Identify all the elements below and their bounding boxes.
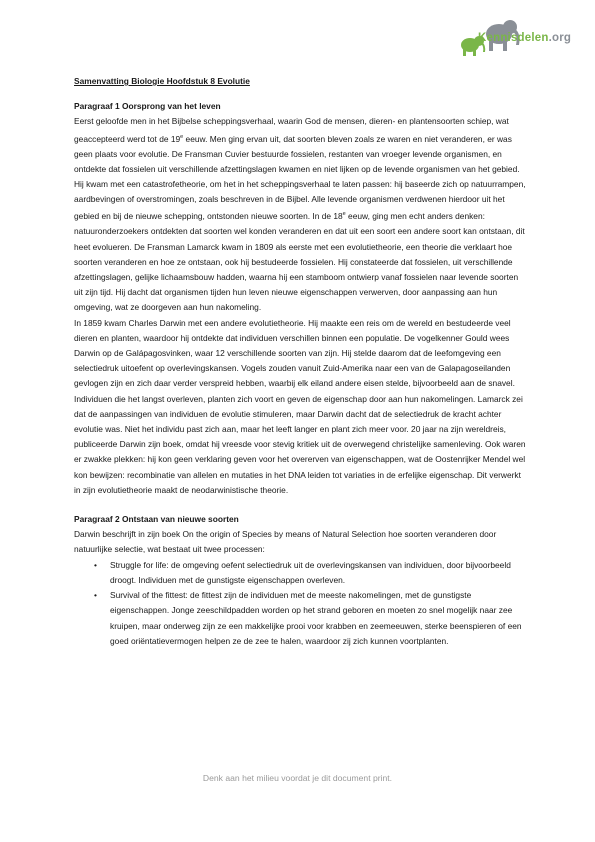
document-body: [74, 74, 529, 649]
kennisdelen-logo[interactable]: [456, 14, 576, 64]
section1-paragraph-2: In 1859 kwam Charles Darwin met een andere evolutietheorie. Hij maakte een reis om de wereld en bestudeerde veel dieren en planten, waardoor hij ontdekte dat individuen verschillen binnen een populatie. De vogelkenner Gould wees Darwin op de Galápagosvinken, waar 12 verschillende soorten van zijn. Hij stelde daarom dat de leefomgeving een selectiedruk uitoefent op overlevingskansen. Vogels zouden vanuit Zuid-Amerika naar een van de Galapagoseilanden gevlogen zijn en zich daar verder verspreid hebben, waarbij elk eiland andere eisen stelde, bijvoorbeeld aan de snavel. Individuen die het langst overleven, planten zich voort en geven de eigenschap door aan hun nakomelingen. Lamarck zei dat de aanpassingen van individuen de evolutie stimuleren, maar Darwin dacht dat de selectiedruk de kracht achter evolutie was. Niet het individu past zich aan, maar het leeft langer en plant zich meer voor. 20 jaar na zijn wereldreis, publiceerde Darwin zijn boek, omdat hij vreesde voor stevig kritiek uit de overwegend christelijke samenleving. Ook waren er zwakke plekken: hij kon geen verklaring geven voor het overerven van eigenschappen, wat de Oostenrijker Mendel wel kon bewijzen: recombinatie van allelen en mutaties in het DNA leiden tot variaties in de erfelijke eigenschap. Dit verwerkt in zijn evolutietheorie maakt de neodarwinistische theorie.: [74, 317, 526, 495]
bullet-icon: •: [94, 559, 97, 570]
list-item: • Survival of the fittest: de fittest zijn de individuen met de meeste nakomelingen, met de gunstigste eigenschappen. Jonge zeeschildpadden worden op het strand geboren en moeten zo snel mogelijk naar zee kruipen, maar onderweg zijn ze een makkelijke prooi voor krabben en zeemeeuwen, sterke beenspieren of een goed oriëntatievermogen helpen ze de zee te halen, waardoor zij zich kunnen voortplanten.: [94, 590, 522, 646]
section2-intro: Darwin beschrijft in zijn boek On the origin of Species by means of Natural Selection hoe soorten veranderen door natuurlijke selectie, wat bestaat uit twee processen:: [74, 529, 497, 555]
section1-paragraph-1: Eerst geloofde men in het Bijbelse scheppingsverhaal, waarin God de mensen, dieren- en plantensoorten schiep, wat geaccepteerd werd tot de 19e eeuw. Men ging ervan uit, dat soorten bleven zoals ze waren en niet veranderen, er was geen plaats voor evolutie. De Fransman Cuvier bestuurde fossielen, restanten van vroeger levende organismen, en ontdekte dat fossielen uit verschillende afzettingslagen kwamen en niet lijken op de levende organismen van het gebied. Hij kwam met een catastrofetheorie, om het in het scheppingsverhaal te laten passen: hij baseerde zich op natuurrampen, aardbevingen of overstromingen, zoals beschreven in de Bijbel. Alle levende organismen verdwenen hierdoor uit het gebied en bij de nieuwe schepping, ontstonden nieuwe soorten. In de 18e eeuw, ging men echt anders denken: natuuronderzoekers ontdekten dat soorten wel konden veranderen en dat uit een soort een andere soort kan ontstaan, dit heet evolueren. De Fransman Lamarck kwam in 1809 als eerste met een evolutietheorie, een theorie die verklaart hoe soorten veranderen en hoe ze ontstaan, ook hij bestudeerde fossielen. Hij constateerde dat fossielen, uit verschillende afzettingslagen, gelijke lichaamsbouw hadden, waarna hij een stamboom ontwierp vanaf fossielen naar levende soorten uit zijn tijd. Hij dacht dat organismen tijden hun leven nieuwe eigenschappen verwerven, door aanpassing aan hun omgeving, wat ze doorgeven aan hun nakomeling.: [74, 116, 526, 313]
bullet-icon: •: [94, 590, 97, 601]
section-heading-2: Paragraaf 2 Ontstaan van nieuwe soorten: [74, 514, 239, 525]
list-item: • Struggle for life: de omgeving oefent selectiedruk uit de overlevingskansen van individuen, door bijvoorbeeld droogt. Individuen met de gunstigste eigenschappen overleven.: [94, 559, 511, 585]
bullet-list: [74, 558, 529, 649]
document-title: Samenvatting Biologie Hoofdstuk 8 Evolutie: [74, 76, 250, 86]
logo-wordmark: Kennisdelen.org: [478, 32, 572, 44]
section-heading-1: Paragraaf 1 Oorsprong van het leven: [74, 101, 221, 112]
footer-note: Denk aan het milieu voordat je dit document print.: [202, 773, 393, 783]
